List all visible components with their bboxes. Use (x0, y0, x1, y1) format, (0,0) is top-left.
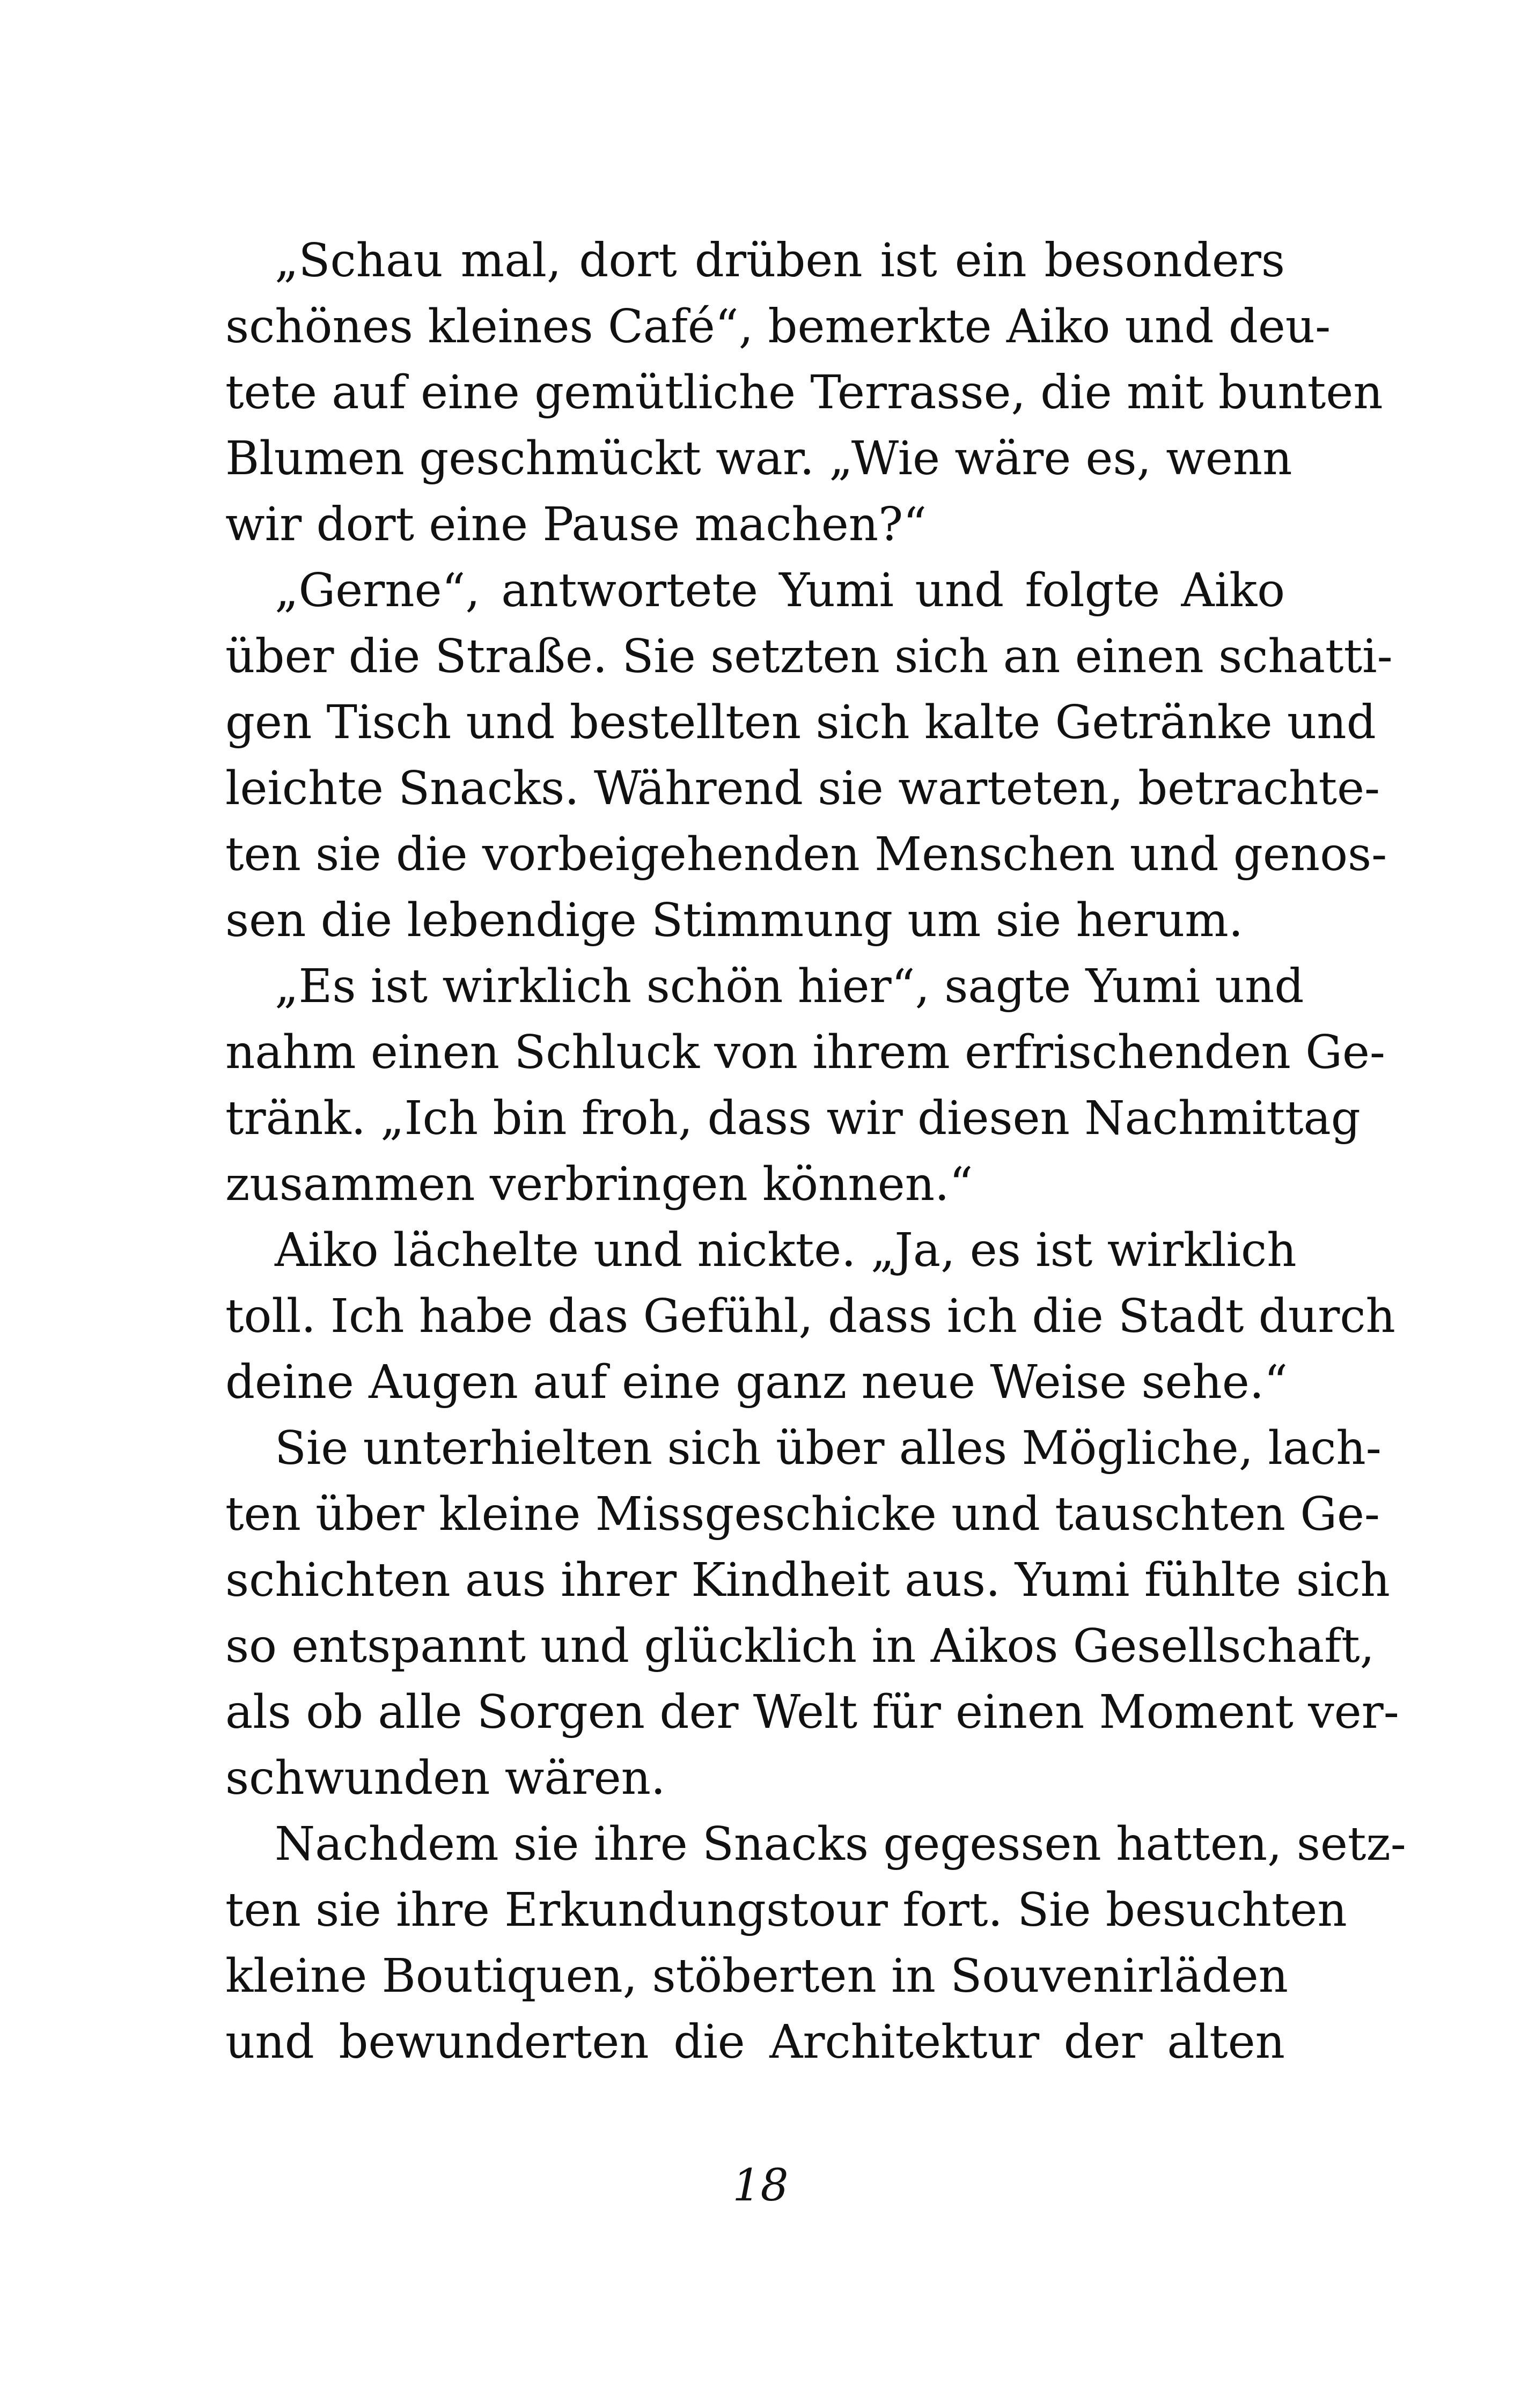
text-line: toll. Ich habe das Gefühl, dass ich die Stadt durch (225, 1290, 1395, 1343)
text-line: über die Straße. Sie setzten sich an einen schatti- (225, 630, 1393, 683)
text-line: ten über kleine Missgeschicke und tauschten Ge- (225, 1487, 1380, 1541)
body-text (225, 228, 1406, 2075)
text-line: Aiko lächelte und nickte. „Ja, es ist wirklich (275, 1224, 1297, 1277)
text-line: und bewunderten die Architektur der alten (225, 2015, 1285, 2069)
text-line: schwunden wären. (225, 1751, 666, 1805)
text-line: kleine Boutiquen, stöberten in Souvenirläden (225, 1949, 1289, 2003)
text-line: wir dort eine Pause machen?“ (225, 498, 927, 551)
text-line: ten sie die vorbeigehenden Menschen und genos- (225, 828, 1387, 881)
page-number: 18 (732, 2160, 789, 2211)
text-line: deine Augen auf eine ganz neue Weise sehe.“ (225, 1356, 1288, 1409)
text-line: Sie unterhielten sich über alles Mögliche, lach- (275, 1422, 1382, 1475)
text-line: tränk. „Ich bin froh, dass wir diesen Nachmittag (225, 1092, 1361, 1145)
text-line: „Es ist wirklich schön hier“, sagte Yumi und (275, 960, 1304, 1013)
text-line: als ob alle Sorgen der Welt für einen Moment ver- (225, 1685, 1399, 1739)
text-line: Blumen geschmückt war. „Wie wäre es, wenn (225, 432, 1292, 485)
text-line: gen Tisch und bestellten sich kalte Getränke und (225, 696, 1376, 749)
text-line: schönes kleines Café“, bemerkte Aiko und deu- (225, 300, 1331, 354)
text-line: „Schau mal, dort drüben ist ein besonders (275, 234, 1285, 288)
text-line: „Gerne“, antwortete Yumi und folgte Aiko (275, 564, 1285, 617)
text-line: so entspannt und glücklich in Aikos Gesellschaft, (225, 1619, 1375, 1673)
text-line: nahm einen Schluck von ihrem erfrischenden Ge- (225, 1026, 1385, 1079)
text-line: schichten aus ihrer Kindheit aus. Yumi fühlte sich (225, 1553, 1390, 1607)
text-line: sen die lebendige Stimmung um sie herum. (225, 894, 1244, 947)
text-line: ten sie ihre Erkundungstour fort. Sie besuchten (225, 1883, 1347, 1937)
text-line: zusammen verbringen können.“ (225, 1158, 973, 1211)
text-line: leichte Snacks. Während sie warteten, betrachte- (225, 762, 1380, 815)
text-line: tete auf eine gemütliche Terrasse, die mit bunten (225, 366, 1383, 419)
text-line: Nachdem sie ihre Snacks gegessen hatten, setz- (275, 1817, 1406, 1871)
